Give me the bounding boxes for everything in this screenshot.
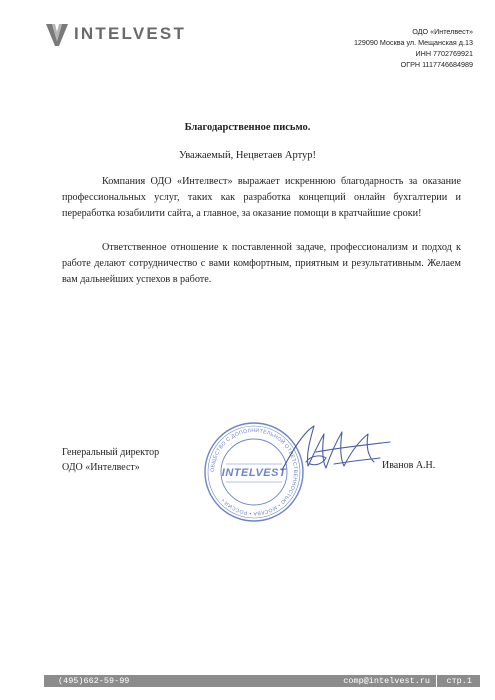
- signer-position-line2: ОДО «Интелвест»: [62, 462, 140, 473]
- stamp-center-text: INTELVEST: [221, 467, 287, 479]
- page-footer: [44, 675, 480, 687]
- requisite-company: ОДО «Интелвест»: [412, 27, 473, 36]
- letter-greeting: Уважаемый, Нецветаев Артур!: [178, 150, 317, 161]
- footer-divider: [436, 675, 437, 687]
- requisite-inn: ИНН 7702769921: [415, 49, 473, 58]
- letter-title: Благодарственное письмо.: [184, 122, 311, 133]
- signer-name: Иванов А.Н.: [382, 460, 436, 471]
- company-requisites: [313, 26, 473, 70]
- handwritten-signature: [276, 418, 396, 488]
- requisite-address: 129090 Москва ул. Мещанская д.13: [353, 38, 473, 47]
- logo-text: INTELVEST: [74, 24, 187, 43]
- footer-email: comp@intelvest.ru: [343, 676, 430, 686]
- signer-position: [62, 445, 159, 475]
- stamp-ring-text: ОБЩЕСТВО С ДОПОЛНИТЕЛЬНОЙ ОТВЕТСТВЕННОСТЬЮ • МОСКВА • РОССИЯ •: [209, 427, 299, 517]
- letter-paragraph-2: Ответственное отношение к поставленной задаче, профессионализм и подход к работе делают сотрудничество с вами комфортным, приятным и результативным. Желаем вам дальнейших успехов в работе.: [62, 242, 461, 285]
- requisite-ogrn: ОГРН 1117746684989: [400, 60, 473, 69]
- footer-page-number: стр.1: [446, 676, 472, 686]
- logo-v-icon: [44, 21, 70, 47]
- company-logo: [44, 20, 186, 48]
- letter-paragraph-1: Компания ОДО «Интелвест» выражает искреннюю благодарность за оказание профессиональных услуг, таких как разработка концепций онлайн бухгалтерии и переработка юзабилити сайта, а главное, за оказание помощи в кратчайшие сроки!: [62, 176, 461, 219]
- signer-position-line1: Генеральный директор: [62, 447, 160, 458]
- footer-phone: (495)662-59-99: [58, 676, 130, 686]
